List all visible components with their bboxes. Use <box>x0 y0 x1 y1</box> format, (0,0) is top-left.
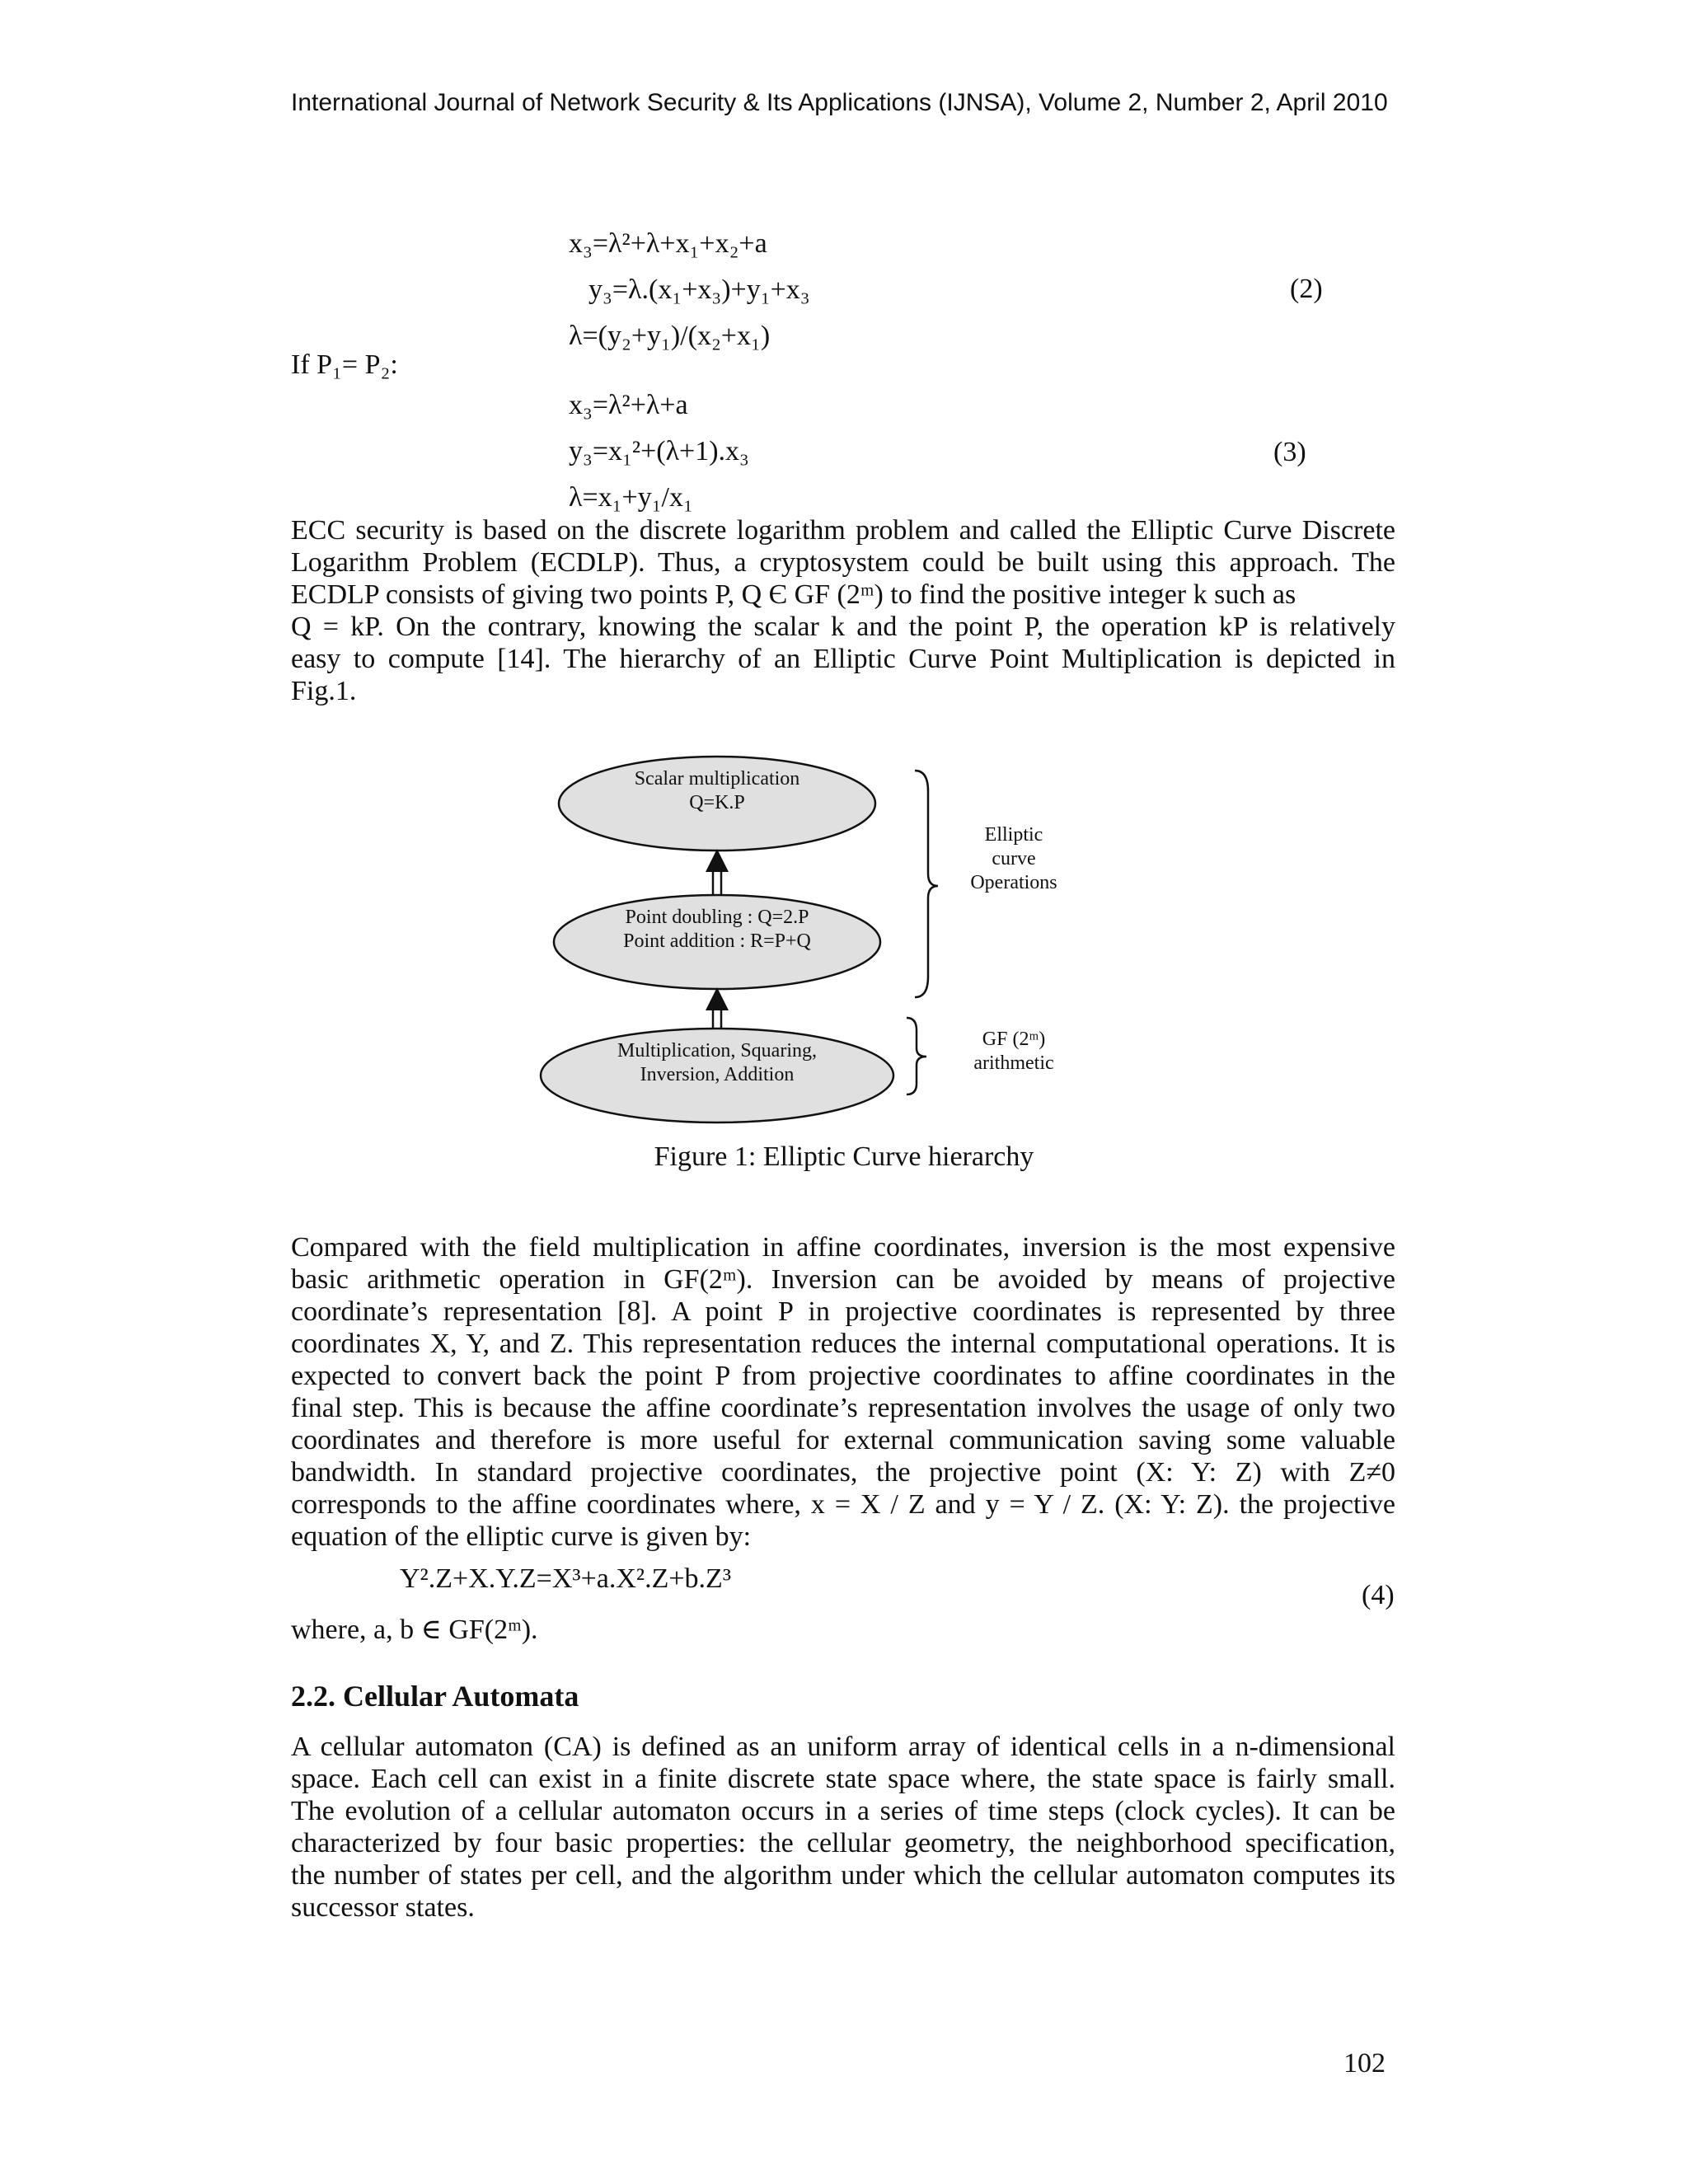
section-heading: 2.2. Cellular Automata <box>291 1680 579 1713</box>
equation-4-where: where, a, b ∈ GF(2ᵐ). <box>291 1615 538 1645</box>
paragraph-line: Logarithm Problem (ECDLP). Thus, a cryptosystem could be built using this approach. The <box>291 547 1395 578</box>
paragraph-line: successor states. <box>291 1892 475 1923</box>
paragraph-line: final step. This is because the affine coordinate’s representation involves the usage of only two <box>291 1393 1395 1423</box>
brace-bot-label: GF (2ᵐ) arithmetic <box>973 1029 1054 1074</box>
paragraph-line: ECDLP consists of giving two points P, Q Є GF (2ᵐ) to find the positive integer k such as <box>291 579 1296 610</box>
case-label: If P₁= P₂: <box>291 349 398 380</box>
brace-top-label: Elliptic curve Operations <box>970 824 1057 893</box>
equation-2-x3: x₃=λ²+λ+x₁+x₂+a <box>569 228 767 259</box>
paragraph-line: coordinates X, Y, and Z. This representation reduces the internal computational operations. It is <box>291 1329 1395 1359</box>
node-bot-label: Multiplication, Squaring, Inversion, Addition <box>617 1040 817 1085</box>
paragraph-line: equation of the elliptic curve is given by: <box>291 1521 752 1552</box>
paragraph-line: coordinate’s representation [8]. A point P in projective coordinates is represented by three <box>291 1296 1395 1327</box>
paragraph-cellular-automata <box>291 1731 1395 1924</box>
figure-caption: Figure 1: Elliptic Curve hierarchy <box>654 1141 1034 1172</box>
node-top-label: Scalar multiplication Q=K.P <box>634 768 800 813</box>
equation-2-y3: y₃=λ.(x₁+x₃)+y₁+x₃ <box>588 274 810 305</box>
paragraph-line: The evolution of a cellular automaton occurs in a series of time steps (clock cycles). It can be <box>291 1796 1395 1826</box>
equation-2-lambda: λ=(y₂+y₁)/(x₂+x₁) <box>569 321 771 351</box>
paragraph-line: easy to compute [14]. The hierarchy of an Elliptic Curve Point Multiplication is depicted in <box>291 644 1395 674</box>
equation-3-x3: x₃=λ²+λ+a <box>569 390 688 420</box>
equation-3-y3: y₃=x₁²+(λ+1).x₃ <box>569 436 749 466</box>
figure-elliptic-curve-hierarchy <box>536 742 1113 1137</box>
arrow-up-icon <box>706 987 729 1029</box>
equation-3-number: (3) <box>1273 437 1306 467</box>
paragraph-line: expected to convert back the point P from projective coordinates to affine coordinates in the <box>291 1361 1395 1391</box>
paragraph-line: Fig.1. <box>291 676 357 706</box>
paragraph-projective <box>291 1231 1395 1553</box>
paragraph-line: bandwidth. In standard projective coordinates, the projective point (X: Y: Z) with Z≠0 <box>291 1457 1395 1488</box>
equation-3-lambda: λ=x₁+y₁/x₁ <box>569 482 693 513</box>
equation-3 <box>569 382 749 521</box>
paragraph-ecc <box>291 514 1395 707</box>
node-mid-label: Point doubling : Q=2.P Point addition : R=P+Q <box>623 907 811 952</box>
paragraph-line: corresponds to the affine coordinates where, x = X / Z and y = Y / Z. (X: Y: Z). the projective <box>291 1489 1395 1520</box>
paragraph-line: A cellular automaton (CA) is defined as an uniform array of identical cells in a n-dimensional <box>291 1732 1395 1762</box>
equation-2 <box>569 221 810 359</box>
paragraph-line: coordinates and therefore is more useful for external communication saving some valuable <box>291 1425 1395 1455</box>
brace-elliptic-curve-operations <box>915 771 938 997</box>
brace-field-arithmetic <box>907 1018 926 1094</box>
equation-4-number: (4) <box>1362 1580 1395 1610</box>
paragraph-line: basic arithmetic operation in GF(2ᵐ). Inversion can be avoided by means of projective <box>291 1264 1395 1295</box>
page-number: 102 <box>1343 2048 1386 2079</box>
running-header: International Journal of Network Security & Its Applications (IJNSA), Volume 2, Number 2, April 2010 <box>291 89 1388 116</box>
paragraph-line: the number of states per cell, and the algorithm under which the cellular automaton computes its <box>291 1860 1395 1891</box>
paragraph-line: space. Each cell can exist in a finite discrete state space where, the state space is fairly small. <box>291 1764 1395 1794</box>
paragraph-line: characterized by four basic properties: the cellular geometry, the neighborhood specification, <box>291 1828 1395 1858</box>
paragraph-line: Q = kP. On the contrary, knowing the scalar k and the point P, the operation kP is relatively <box>291 612 1395 642</box>
equation-4: Y².Z+X.Y.Z=X³+a.X².Z+b.Z³ <box>400 1563 732 1594</box>
arrow-up-icon <box>706 849 729 895</box>
equation-2-number: (2) <box>1290 274 1323 304</box>
paragraph-line: Compared with the field multiplication in affine coordinates, inversion is the most expensive <box>291 1232 1395 1263</box>
paragraph-line: ECC security is based on the discrete logarithm problem and called the Elliptic Curve Discrete <box>291 515 1395 546</box>
